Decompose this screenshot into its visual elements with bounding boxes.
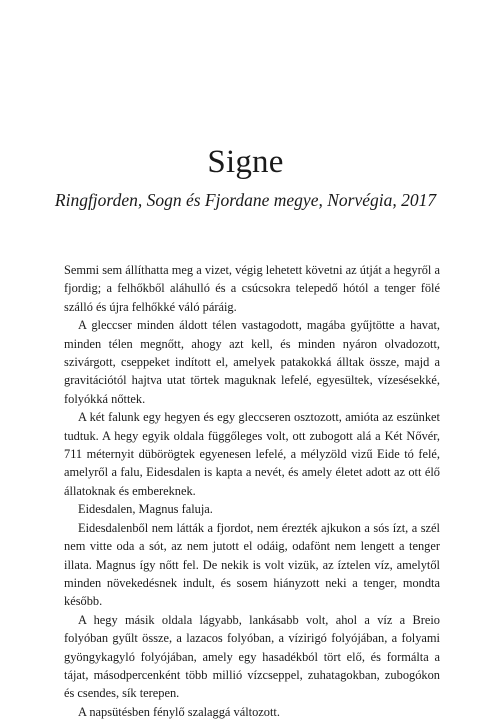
chapter-subtitle: Ringfjorden, Sogn és Fjordane megye, Norvégia, 2017 bbox=[54, 190, 437, 210]
body-text bbox=[64, 261, 440, 721]
chapter-title: Signe bbox=[207, 144, 284, 180]
paragraph: Eidesdalenből nem látták a fjordot, nem érezték ajkukon a sós ízt, a szél nem vitte oda a sót, az nem jutott el odáig, odafönt nem lengett a tenger illata. Magnus így nőtt fel. De nekik is volt vizük, az íztelen víz, amelytől minden növekedésnek indult, és sosem hiányzott neki a tenger, mondta később. bbox=[64, 520, 440, 609]
paragraph: A hegy másik oldala lágyabb, lankásabb volt, ahol a víz a Breio folyóban gyűlt össze, a lazacos folyóban, a vízirigó folyójában, a folyami gyöngykagyló folyójában, amely egy hasadékból tört elő, és formálta a tájat, másodpercenként több millió vízcseppel, zuhatagokban, zubogókon és csendes, sík terepen. bbox=[64, 612, 440, 701]
paragraph: Eidesdalen, Magnus faluja. bbox=[78, 502, 213, 517]
paragraph: A két falunk egy hegyen és egy gleccseren osztozott, amióta az eszünket tudtuk. A hegy egyik oldala függőleges volt, ott zubogott alá a Két Nővér, 711 méternyit dübörögtek egyenesen lefelé, a mélyzöld vizű Eide tó felé, amelyről a falu, Eidesdalen is kapta a nevét, és amely életet adott az ott élő állatoknak és embereknek. bbox=[64, 410, 440, 498]
paragraph: A gleccser minden áldott télen vastagodott, magába gyűjtötte a havat, minden télen megnőtt, ahogy azt kell, és minden nyáron olvadozott, szivárgott, cseppeket indított el, amelyek patakokká álltak össze, majd a gravitációtól hajtva utat törtek maguknak lefelé, egyesültek, vízesésekké, folyókká nőttek. bbox=[64, 318, 440, 406]
paragraph: A napsütésben fénylő szalaggá változott. bbox=[78, 704, 280, 719]
paragraph: Semmi sem állíthatta meg a vizet, végig lehetett követni az útját a hegyről a fjordig; a felhőkből aláhulló és a csúcsokra telepedő hótól a tenger fölé szálló és újra felhőkké váló páráig. bbox=[64, 263, 440, 314]
